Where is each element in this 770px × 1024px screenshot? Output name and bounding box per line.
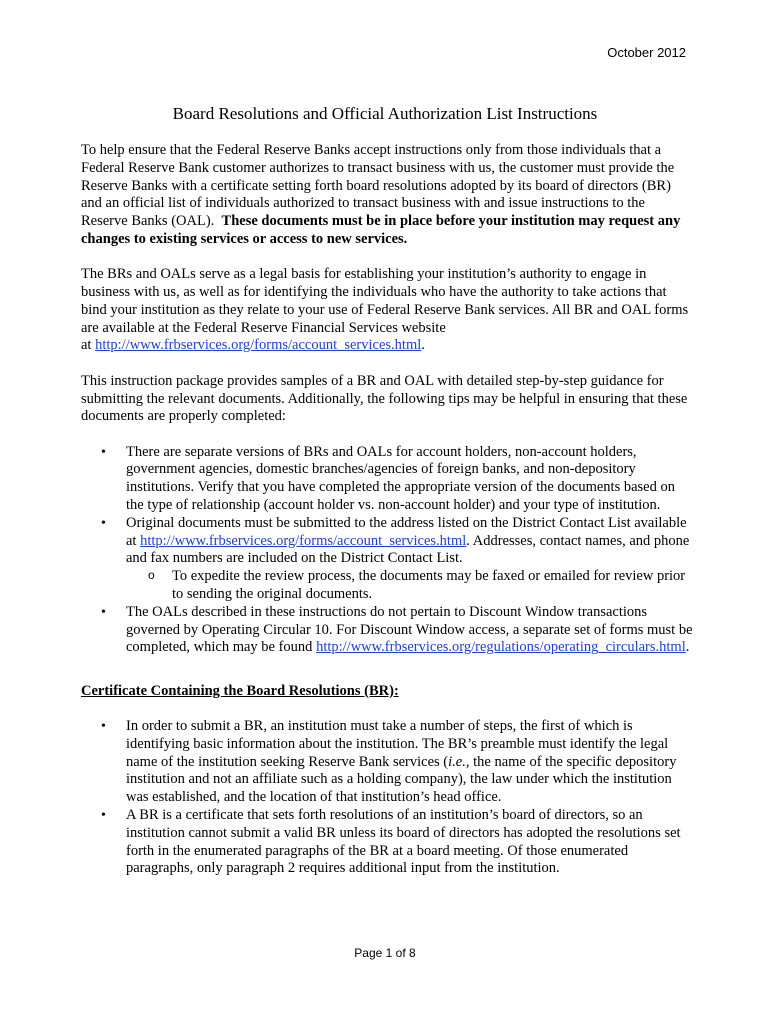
br-item-certificate: • A BR is a certificate that sets forth resolutions of an institution’s board of directors, so an institution cannot submit a valid BR unless its board of directors has adopted the resolutions set forth in the enumerated paragraphs of the BR at a board meeting. Of those enumerated paragraphs, only paragraph 2 requires additional input from the institution.	[81, 807, 693, 878]
district-contact-link[interactable]: http://www.frbservices.org/forms/account_services.html	[140, 532, 467, 549]
tip-item-original-documents	[81, 515, 693, 604]
tip-sublist	[126, 568, 693, 604]
tip-subitem-expedite: o To expedite the review process, the documents may be faxed or emailed for review prior to sending the original documents.	[126, 568, 693, 604]
intro-paragraph-3: This instruction package provides samples of a BR and OAL with detailed step-by-step guidance for submitting the relevant documents. Additionally, the following tips may be helpful in ensuring that these documents are properly completed:	[81, 372, 688, 425]
tip-3-post: .	[685, 639, 690, 656]
account-services-link[interactable]: http://www.frbservices.org/forms/account_services.html	[95, 337, 422, 354]
tip-item-versions: • There are separate versions of BRs and OALs for account holders, non-account holders, government agencies, domestic branches/agencies of foreign banks, and non-depository institutions. Verify that you have completed the appropriate version of the documents based on the type of relationship (account holder vs. non-account holder) and your type of institution.	[81, 444, 693, 515]
intro-paragraph-2-end: .	[421, 337, 425, 354]
intro-paragraph-2-at: at	[81, 337, 92, 354]
document-body	[81, 142, 693, 896]
br-list	[81, 718, 693, 878]
br-1-pre: In order to submit a BR, an institution must take a number of steps, the first of which is identifying basic information about the institution. The BR’s preamble must identify the legal name of the institution seeking Reserve Bank services (	[126, 718, 669, 770]
br-1-italic: i.e.	[448, 753, 466, 770]
tip-2-post: . Addresses, contact names, and phone and fax numbers are included on the District Contact List.	[126, 532, 690, 567]
document-date: October 2012	[607, 45, 686, 60]
br-item-preamble	[81, 718, 693, 807]
tip-3-text: The OALs described in these instructions do not pertain to Discount Window transactions governed by Operating Circular 10. For Discount Window access, a separate set of forms must be completed, which may be found	[126, 603, 693, 656]
intro-paragraph-1-bold: These documents must be in place before your institution may request any changes to existing services or access to new services.	[81, 213, 681, 247]
intro-paragraph-1	[81, 142, 693, 249]
intro-paragraph-1-text: To help ensure that the Federal Reserve Banks accept instructions only from those individuals that a Federal Reserve Bank customer authorizes to transact business with us, the customer must provide the Reserve Banks with a certificate setting forth board resolutions adopted by its board of directors (BR) and an official list of individuals authorized to transact business with and issue instructions to the Reserve Banks (OAL).	[81, 142, 675, 230]
br-1-post: , the name of the specific depository institution and not an affiliate such as a holding company), the law under which the institution was established, and the location of that institution’s head office.	[126, 753, 677, 806]
intro-paragraph-2	[81, 266, 693, 355]
br-section-heading: Certificate Containing the Board Resolutions (BR):	[81, 682, 399, 699]
operating-circulars-link[interactable]: http://www.frbservices.org/regulations/operating_circulars.html	[316, 639, 686, 656]
tip-item-discount-window	[81, 604, 693, 657]
tip-2-text: Original documents must be submitted to the address listed on the District Contact List available at	[126, 514, 687, 549]
page-number: Page 1 of 8	[354, 946, 416, 960]
intro-paragraph-2-text: The BRs and OALs serve as a legal basis for establishing your institution’s authority to engage in business with us, as well as for identifying the individuals who have the authority to take actions that bind your institution as they relate to your use of Federal Reserve Bank services. All BR and OAL forms are available at the Federal Reserve Financial Services website	[81, 266, 689, 336]
document-title: Board Resolutions and Official Authorization List Instructions	[172, 104, 598, 123]
tips-list	[81, 444, 693, 658]
